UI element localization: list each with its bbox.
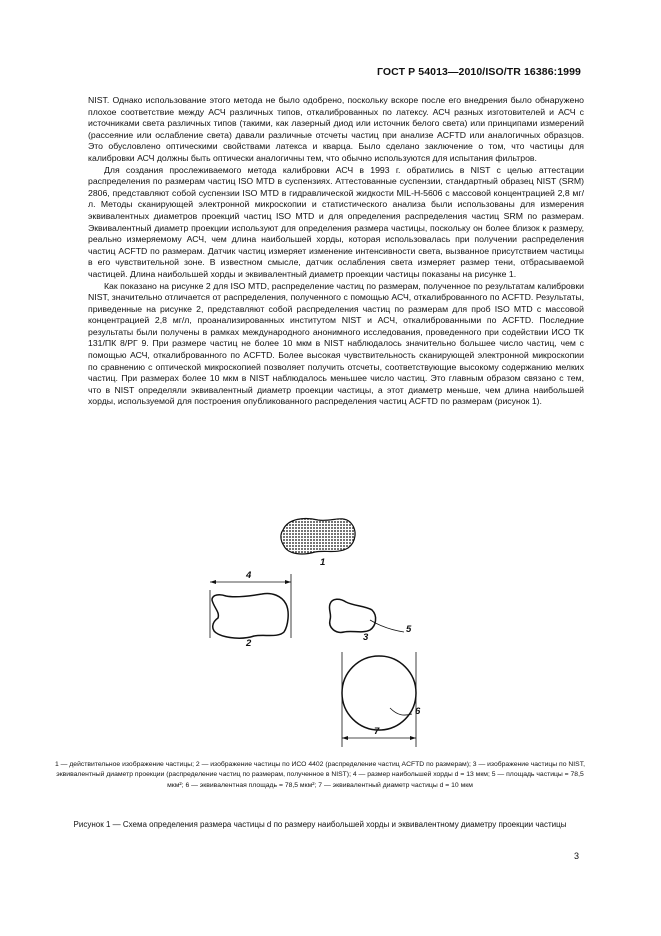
actual-particle-image	[281, 519, 355, 554]
figure-label-1: 1	[320, 557, 326, 568]
page-number: 3	[573, 851, 579, 861]
paragraph-3: Как показано на рисунке 2 для ISO MTD, распределение частиц по размерам, полученное по результатам калибровки NIST, значительно отличается от распределения, полученного с помощью АСЧ, откалиброванного по ACFTD. Результаты, приведенные на рисунке 2, представляют собой распределения частиц по размерам для проб ISO MTD с массовой концентрацией 2,8 мг/л, проанализированных институтом NIST и АСЧ, откалиброванными по ACFTD. Последние результаты были получены в рамках международного анонимного исследования, проведенного при содействии ИСО ТК 131/ПК 8/РГ 9. При размере частиц не более 10 мкм в NIST наблюдалось значительно большее число частиц, чем с помощью АСЧ, откалиброванного по ACFTD. Более высокая чувствительность сканирующей электронной микроскопии по сравнению с оптической микроскопией позволяет получить отсчеты, соответствующие высокому содержанию мелких частиц. При размерах более 10 мкм в NIST наблюдалось меньшее число частиц. Это главным образом связано с тем, что в NIST определяли эквивалентный диаметр проекции частицы, а этот диаметр меньше, чем длина наибольшей хорды, используемой для построения опубликованного распределения частиц ACFTD по размерам (рисунок 1).	[88, 280, 584, 407]
figure-label-6: 6	[415, 706, 421, 717]
paragraph-1: NIST. Однако использование этого метода не было одобрено, поскольку вскоре после его внедрения было обнаружено плохое соответствие между АСЧ различных типов, откалиброванных по латексу. АСЧ разных изготовителей и АСЧ с источниками света различных типов (такими, как лазерный диод или источник белого света) или принципами измерений (рассеяние или ослабление света) давали различные отсчеты частиц при анализе ACFTD или аналогичных образцов. Это обусловлено оптическими свойствами латекса и кварца. Было сделано заключение о том, что частицы для калибровки АСЧ должны быть оптически аналогичны тем, что обычно используются для испытания фильтров.	[88, 95, 584, 163]
equivalent-area-circle	[342, 656, 416, 730]
figure-label-7: 7	[374, 726, 380, 737]
figure-legend: 1 — действительное изображение частицы; 2 — изображение частицы по ИСО 4402 (распределение частиц ACFTD по размерам); 3 — изображение частицы по NIST, эквивалентный диаметр проекции (распределение частиц по размерам, полученное в NIST); 4 — размер наибольшей хорды d = 13 мкм; 5 — площадь частицы = 78,5 мкм²; 6 — эквивалентная площадь = 78,5 мкм²; 7 — эквивалентный диаметр частицы d = 10 мкм	[54, 761, 586, 789]
figure-label-2: 2	[246, 638, 252, 649]
figure-label-4: 4	[246, 570, 252, 581]
body-text	[88, 95, 584, 408]
figure-caption: Рисунок 1 — Схема определения размера частицы d по размеру наибольшей хорды и эквивалентному диаметру проекции частицы	[73, 820, 567, 829]
particle-sizing-figure	[190, 512, 440, 752]
document-header: ГОСТ Р 54013—2010/ISO/TR 16386:1999	[377, 66, 581, 78]
figure-drawing	[190, 512, 440, 752]
figure-label-5: 5	[406, 624, 412, 635]
paragraph-2: Для создания прослеживаемого метода калибровки АСЧ в 1993 г. обратились в NIST с целью аттестации распределения по размерам частиц ISO MTD в суспензиях. Аттестованные суспензии, стандартный образец NIST (SRM) 2806, представляют собой суспензии ISO MTD в гидравлической жидкости MIL-H-5606 с массовой концентрацией 2,8 мг/л. Методы сканирующей электронной микроскопии и статистического анализа были использованы для измерения эквивалентных диаметров проекций частиц ISO MTD и для определения распределения частиц SRM по размерам. Эквивалентный диаметр проекции используют для определения размера частицы, поскольку он более близок к размеру, реально измеряемому АСЧ, чем длина наибольшей хорды, которая использовалась при получении распределения частиц ACFTD по размерам. Датчик частиц измеряет изменение интенсивности света, вызванное присутствием частицы в его чувствительной зоне. В известном смысле, датчик ослабления света измеряет размер тени, отбрасываемой частицей. Длина наибольшей хорды и эквивалентный диаметр проекции частицы показаны на рисунке 1.	[88, 164, 584, 279]
figure-label-3: 3	[363, 632, 369, 643]
iso4402-particle-outline	[212, 593, 288, 638]
nist-particle-outline	[329, 599, 375, 632]
